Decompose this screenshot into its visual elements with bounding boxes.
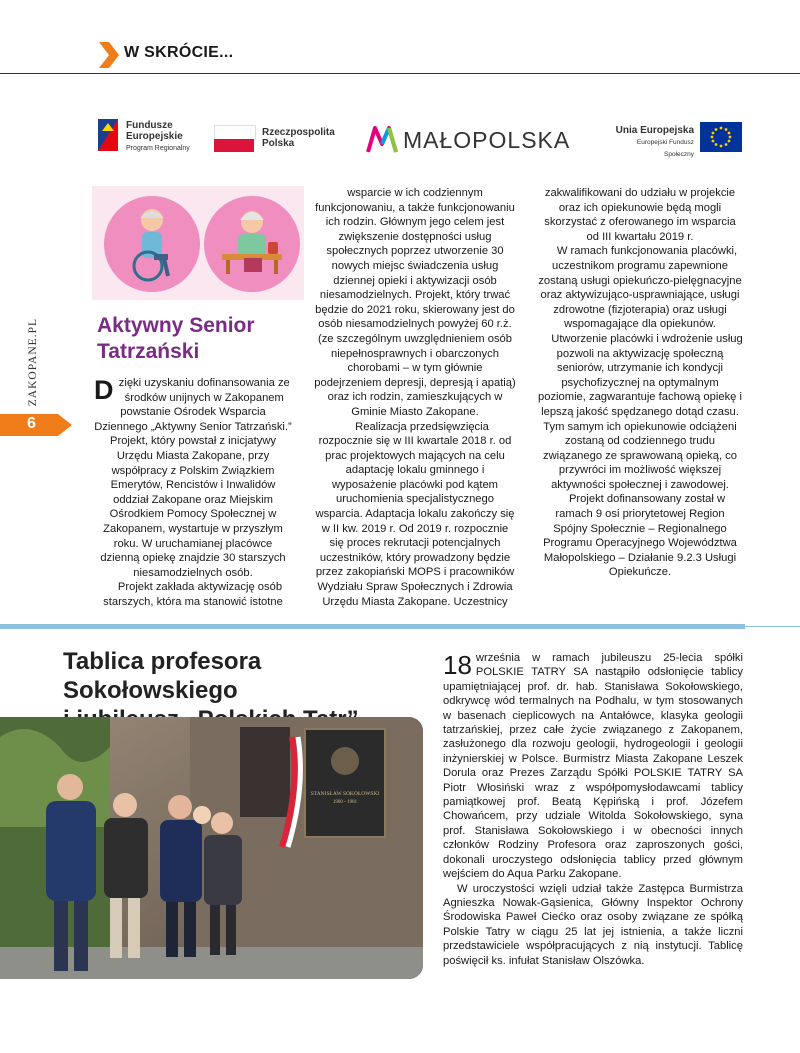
fundusze-europejskie-logo: Fundusze Europejskie Program Regionalny [96, 117, 206, 157]
unia-europejska-logo: Unia Europejska Europejski Fundusz Społeczny [612, 122, 744, 154]
sokolowski-article-body: 18 września w ramach jubileuszu 25-lecia spółki POLSKIE TATRY SA nastąpiło odsłonięcie tablicy upamiętniającej prof. dr. hab. Stanisława Sokołowskiego, odkrywcę wód termalnych na Podhalu, w tym stosowanych w basenach cieplicowych na Antałówce, klasyka geologii tatrzańskiej, przez całe życie związanego z Zakopanem, zasłużonego dla rozwoju geologii, hydrogeologii i geologii inżynierskiej w Polsce. Burmistrz Miasta Zakopane Leszek Dorula oraz Prezes Zarządu Spółki POLSKIE TATRY SA Piotr Włosiński wraz z współpomysłodawcami tablicy pamiątkowej prof. Beatą Kępińską i prof. Józefem Chowańcem, przy udziale Witolda Sokołowskiego, syna prof. Stanisława Sokołowskiego i w obecności innych członków Rodziny Profesora oraz zaproszonych gości, dokonali uroczystego odsłonięcia tablicy przed głównym wejściem do Aqua Parku Zakopane. W uroczystości wzięli udział także Zastępca Burmistrza Agnieszka Nowak-Gąsienica, Główny Inspektor Ochrony Środowiska Paweł Ciećko oraz osoby związane ze spółką Polskie Tatry w ciągu 25 lat jej istnienia, a także liczni przedstawiciele współpracujących z nią instytucji. Tablicę poświęcił ks. infułat Stanisław Olszówka. [443, 650, 743, 967]
page-tab [0, 414, 72, 436]
header-rule [0, 73, 800, 74]
wheelchair-senior-icon [104, 196, 200, 292]
ceremony-photo [0, 717, 423, 979]
sokolowski-article-heading: Tablica profesora Sokołowskiego [63, 648, 262, 704]
rzeczpospolita-polska-logo: Rzeczpospolita Polska [214, 122, 344, 154]
site-url-vertical: ZAKOPANE.PL [27, 318, 39, 407]
chevron-right-icon [97, 42, 119, 68]
malopolska-logo: MAŁOPOLSKA [365, 120, 580, 160]
page-number: 6 [27, 415, 36, 432]
senior-article-heading: Aktywny Senior Tatrzański [97, 314, 255, 363]
dropcap: D [94, 375, 114, 405]
senior-article-column-3: zakwalifikowani do udziału w projekcie oraz ich opiekunowie będą mogli skorzystać z oferowanego im wsparcia od III kwartału 2019 r. W ramach funkcjonowania placówki, uczestnikom programu zapewnione zostaną usługi opiekuńczo-pielęgnacyjne oraz aktywizująco-usprawniające, usługi zdrowotne (fizjoterapia) oraz usługi wspomagające dla opiekunów. Utworzenie placówki i wdrożenie usług pozwoli na aktywizację społeczną seniorów, utrzymanie ich kondycji psychofizycznej na optymalnym poziomie, zagwarantuje fachową opiekę i lepszą jakość spędzanego dotąd czasu. Tym samym ich opiekunowie odciążeni zostaną od codziennego trudu związanego ze sprawowaną opieką, co przywróci im możliwość większej aktywności społecznej i zawodowej. Projekt dofinansowany został w ramach 9 osi priorytetowej Region Spójny Społecznie – Regionalnego Programu Operacyjnego Województwa Małopolskiego – Działanie 9.2.3 Usługi Opiekuńcze. [538, 187, 743, 579]
bench-senior-icon [204, 196, 300, 292]
section-divider-line [745, 626, 800, 627]
day-number: 18 [443, 650, 472, 680]
section-title: W SKRÓCIE... [124, 44, 234, 61]
senior-article-column-2: wsparcie w ich codziennym funkcjonowaniu, a także funkcjonowaniu ich rodzin. Głównym jego celem jest zwiększenie dostępności usług społecznych poprzez utworzenie 30 nowych miejsc świadczenia usług dziennej opieki i aktywizacji osób niesamodzielnych. Projekt, który trwać będzie do 2021 roku, skierowany jest do osób niesamodzielnych powyżej 60 r.ż. (ze szczególnym uwzględnieniem osób niepełnosprawnych i obarczonych chorobami – w tym głównie podejrzeniem depresji, depresją i apatią) oraz ich rodzin, zamieszkujących w Gminie Miasto Zakopane. Realizacja przedsięwzięcia rozpocznie się w III kwartale 2018 r. od prac projektowych mających na celu adaptację lokalu gminnego i wyposażenie placówki pod kątem uruchomienia specjalistycznego wsparcia. Adaptacja lokalu zakończy się w II kw. 2019 r. Od 2019 r. rozpocznie się proces rekrutacji potencjalnych uczestników, który prowadzony będzie przez zakopiański MOPS i pracowników Wydziału Spraw Społecznych i Zdrowia Urzędu Miasta Zakopane. Uczestnicy [314, 187, 516, 608]
section-divider [0, 624, 745, 629]
senior-illustration [92, 186, 304, 300]
plaque-dates: 1900 - 1981 [332, 800, 358, 805]
senior-article-column-1: Dzięki uzyskaniu dofinansowania ze środków unijnych w Zakopanem powstanie Ośrodek Wsparcia Dziennego „Aktywny Senior Tatrzański.” Projekt, który powstał z inicjatywy Urzędu Miasta Zakopane, przy współpracy z Polskim Związkiem Emerytów, Rencistów i Inwalidów oddział Zakopane oraz Miejskim Ośrodkiem Pomocy Społecznej w Zakopanem, wystartuje w przyszłym roku. W uruchamianej placówce dzienną opiekę znajdzie 30 starszych niesamodzielnych osób. Projekt zakłada aktywizację osób starszych, która ma stanowić istotne [94, 375, 292, 608]
plaque-name: STANISŁAW SOKOŁOWSKI [310, 791, 380, 797]
